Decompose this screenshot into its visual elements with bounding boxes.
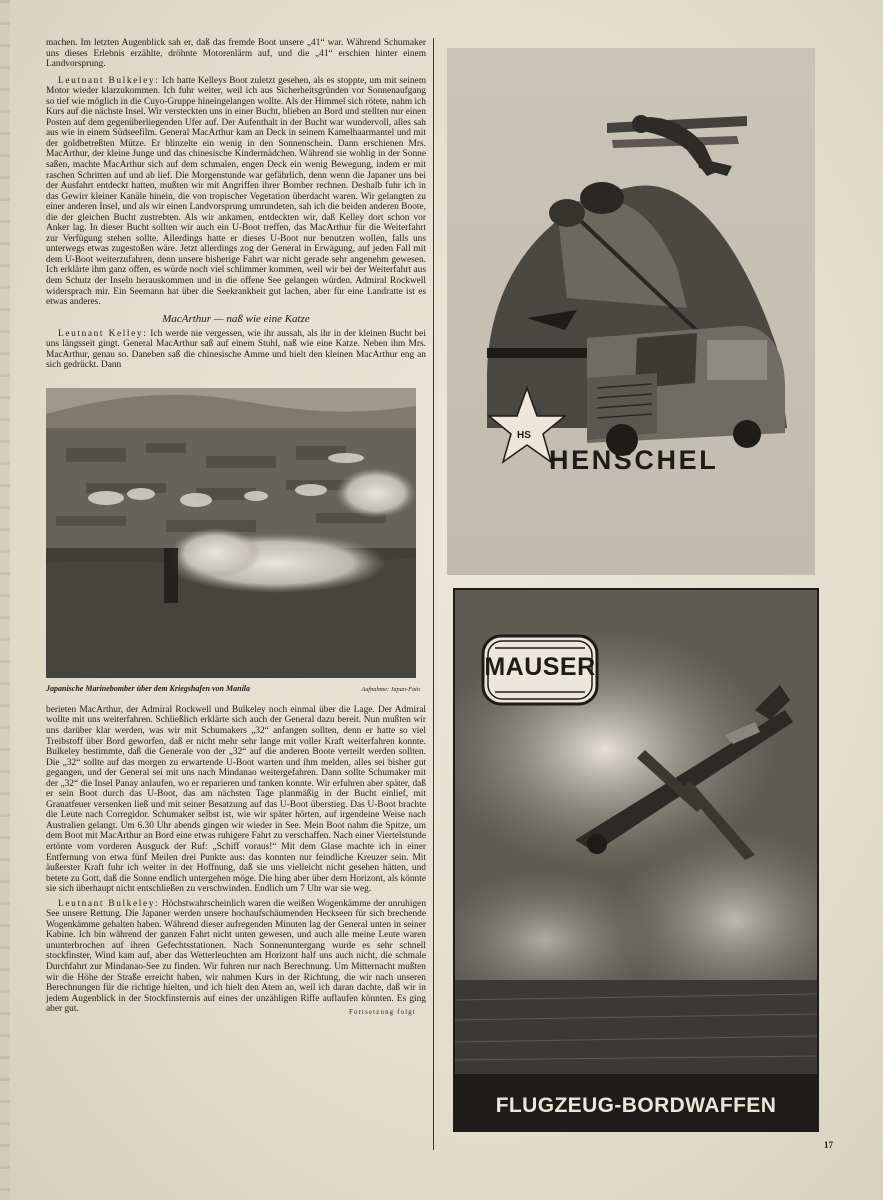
continued-note: Fortsetzung folgt: [348, 1008, 416, 1016]
paragraph: [46, 705, 426, 895]
paragraph-text: Ich hatte Kelleys Boot zuletzt gesehen, als es stoppte, um mit seinem Motor wieder klarzukommen. Ich fuhr weiter, weil ich aus Sicherheitsgründen vor Sonnenaufgang so tief wie möglich in die Cuyo-Gruppe hineingelangen wollte. Als der Himmel sich rötete, nahm ich Kurs auf die nächste Insel. Wir versteckten uns in einer Bucht, blieben an Bord und stellten nur einen Posten auf dem gegenüberliegenden Ufer auf. Der Aufenthalt in der Bucht war wundervoll, alles sah aus wie in einem Südseefilm. General MacArthur kam an Deck in seinem Kamelhaarmantel und mit der goldbetreßten Mütze. Er blinzelte ein wenig in den Sonnenschein. Dann erschienen Mrs. MacArthur, der kleine Junge und das chinesische Kindermädchen. Während sie wohlig in der Sonne saßen, machte MacArthur sich auf dem schmalen, engen Deck ein wenig Bewegung, indem er mit raschen Schritten auf und ab lief. Die Morgenstunde war gefährlich, denn wenn die Japaner uns bei der Ausfahrt entdeckt hatten, mußten wir mit Angriffen ihrer Bomber rechnen. Deshalb fuhr ich in das Gewirr kleiner Kanäle hinein, die von tropischer Vegetation überdacht waren. Wir gelangten zu einer anderen Insel, und als wir einen Landvorsprung umrundeten, sah ich die beiden anderen Boote, die der gleichen Bucht zustrebten. Als wir ankamen, entdeckten wir, daß Kelley dort schon vor Anker lag. In dieser Bucht sollten wir auch ein U-Boot treffen, das MacArthur für die Weiterfahrt zur Verfügung stehen sollte. Allerdings hatte er dieses U-Boot nur benutzen wollen, falls uns unterwegs etwas zugestoßen wäre. Jetzt allerdings zog der General in Erwägung, auf jeden Fall mit dem U-Boot weiterzufahren, denn unsere bisherige Fahrt war nicht gerade sehr angenehm gewesen. Ich erklärte ihm ganz offen, es würde noch viel schlimmer kommen, weil wir bei der Weiterfahrt aus dem Schutz der Inseln herauskommen und in die offene See gelangen würden. Admiral Rockwell widersprach mir. Ein Seemann hat über die Seekrankheit gut lachen, aber für eine Landratte ist es etwas anderes.: [46, 75, 426, 308]
page-number: 17: [824, 1140, 833, 1150]
harbor-photo-illustration: [46, 388, 416, 678]
paragraph: [46, 899, 426, 1015]
paragraph: [46, 329, 426, 371]
column-divider: [433, 38, 434, 1150]
mauser-tagline: FLUGZEUG-BORDWAFFEN: [495, 1094, 777, 1117]
biplane-icon: [607, 115, 747, 176]
paragraph-text: berieten MacArthur, der Admiral Rockwell und Bulkeley noch einmal über die Lage. Der Admiral wollte mit uns weiterfahren. Schließlich erklärte sich auch der General dazu bereit. Nun mußten wir uns darüber klar werden, was wir mit Schumakers „32“ anfangen sollten, denn er hatte so viel Treibstoff über Bord geworfen, daß er nicht mehr sehr lange mit voller Kraft weiterfahren konnte. Bulkeley bestimmte, daß die Generale von der „32“ auf die anderen Boote verteilt werden sollten. Die „32“ sollte auf das morgen zu erwartende U-Boot warten und ihm melden, alles sei bisher gut gegangen, und der General sei mit uns nach Mindanao weitergefahren. Dann sollte Schumaker mit der „32“ die Insel Panay anlaufen, wo er reparieren und tanken konnte. Wir erfuhren aber später, daß er sein Boot durch das U-Boot, das am nächsten Tage planmäßig in der Bucht einlief, mit Granatfeuer versenken ließ und mit seiner Besatzung auf das U-Boot überstieg. Das U-Boot brachte die Leute nach Corregidor. Schumaker selbst ist, wie wir später hörten, auf irgendeine Weise nach Australien gelangt. Um 6.30 Uhr abends gingen wir wieder in See. Mein Boot nahm die Spitze, um dem Boot mit MacArthur an Bord eine etwas ruhigere Fahrt zu verschaffen. Nach einer Viertelstunde ertönte vom vorderen Ausguck der Ruf: „Schiff voraus!“ Mit dem Glase machte ich in einer Entfernung von etwa fünf Meilen drei Punkte aus: das konnten nur feindliche Kreuzer sein. Mit äußerster Kraft fuhr ich weiter in der Hoffnung, daß sie uns vielleicht nicht gesehen hätten, und betete zu Gott, daß die Sonne endlich untergehen möge. Die hing aber über dem Horizont, als könnte sie sich überhaupt nicht entschließen zu verschwinden. Endlich um 7 Uhr war sie weg.: [46, 704, 426, 895]
paragraph: [46, 76, 426, 308]
ad-column: [447, 48, 819, 1132]
henschel-advertisement: [447, 48, 815, 575]
section-subhead: MacArthur — naß wie eine Katze: [162, 312, 310, 325]
paragraph: [46, 38, 426, 70]
speaker-name: Leutnant Bulkeley:: [58, 75, 160, 86]
mauser-advertisement: [453, 588, 819, 1132]
speaker-name: Leutnant Bulkeley:: [58, 898, 160, 909]
article-column: [46, 38, 426, 1015]
photo-caption-row: [46, 684, 426, 693]
speaker-name: Leutnant Kelley:: [58, 328, 148, 339]
photo-caption: Japanische Marinebomber über dem Kriegshafen von Manila: [46, 683, 251, 693]
photo-credit: Aufnahme: Japan-Foto: [361, 685, 420, 693]
henschel-emblem-letters: HS: [517, 430, 531, 441]
paragraph-text: Ich werde nie vergessen, wie ihr aussah, als ihr in der kleinen Bucht bei uns längsseit gingt. General MacArthur saß auf einem Stuhl, naß wie eine Katze. Neben ihm Mrs. MacArthur, genau so. Daneben saß die chinesische Amme und hielt den kleinen MacArthur eng an sich gedrückt. Dann: [46, 328, 427, 371]
paragraph-text: machen. Im letzten Augenblick sah er, daß das fremde Boot unsere „41“ war. Während Schumaker uns dieses Erlebnis erzählte, dröhnte Motorenlärm auf, und die „41“ erschien hinter einem Landvorsprung.: [46, 38, 426, 70]
paragraph-text: Höchstwahrscheinlich waren die weißen Wogenkämme der unruhigen See unsere Rettung. Die Japaner werden unsere hochaufschäumenden Heckseen für sich brechende Wogenkämme gehalten haben. Während dieser aufregenden Minuten lag der General unten in seiner Kabine. Ich bin während der ganzen Fahrt nicht unten gewesen, und auch alle meine Leute waren ununterbrochen auf ihren Gefechtsstationen. Nach Sonnenuntergang wurde es sehr schnell stockfinster, Wind kam auf, aber das Wetterleuchten am Horizont half uns auch nicht, die schmale Durchfahrt zur Mindanao-See zu finden. Wir fuhren nur nach Berechnung. Um Mitternacht mußten wir die Höhe der Straße erreicht haben, wir nahmen Kurs in der Richtung, die wir nach unseren Berechnungen für die richtige hielten, und ich hielt den Atem an, weil ich daran dachte, daß wir in jedem Augenblick in der Stockfinsternis auf eines der unzähligen Riffe auflaufen könnten. Es ging aber gut.: [46, 898, 427, 1015]
binding-edge: [0, 0, 10, 1200]
mauser-wordmark: MAUSER: [484, 653, 596, 681]
henschel-wordmark: HENSCHEL: [549, 445, 719, 475]
manila-harbor-photo: [46, 388, 416, 678]
henschel-illustration: [447, 48, 815, 575]
truck-icon: [587, 326, 785, 456]
